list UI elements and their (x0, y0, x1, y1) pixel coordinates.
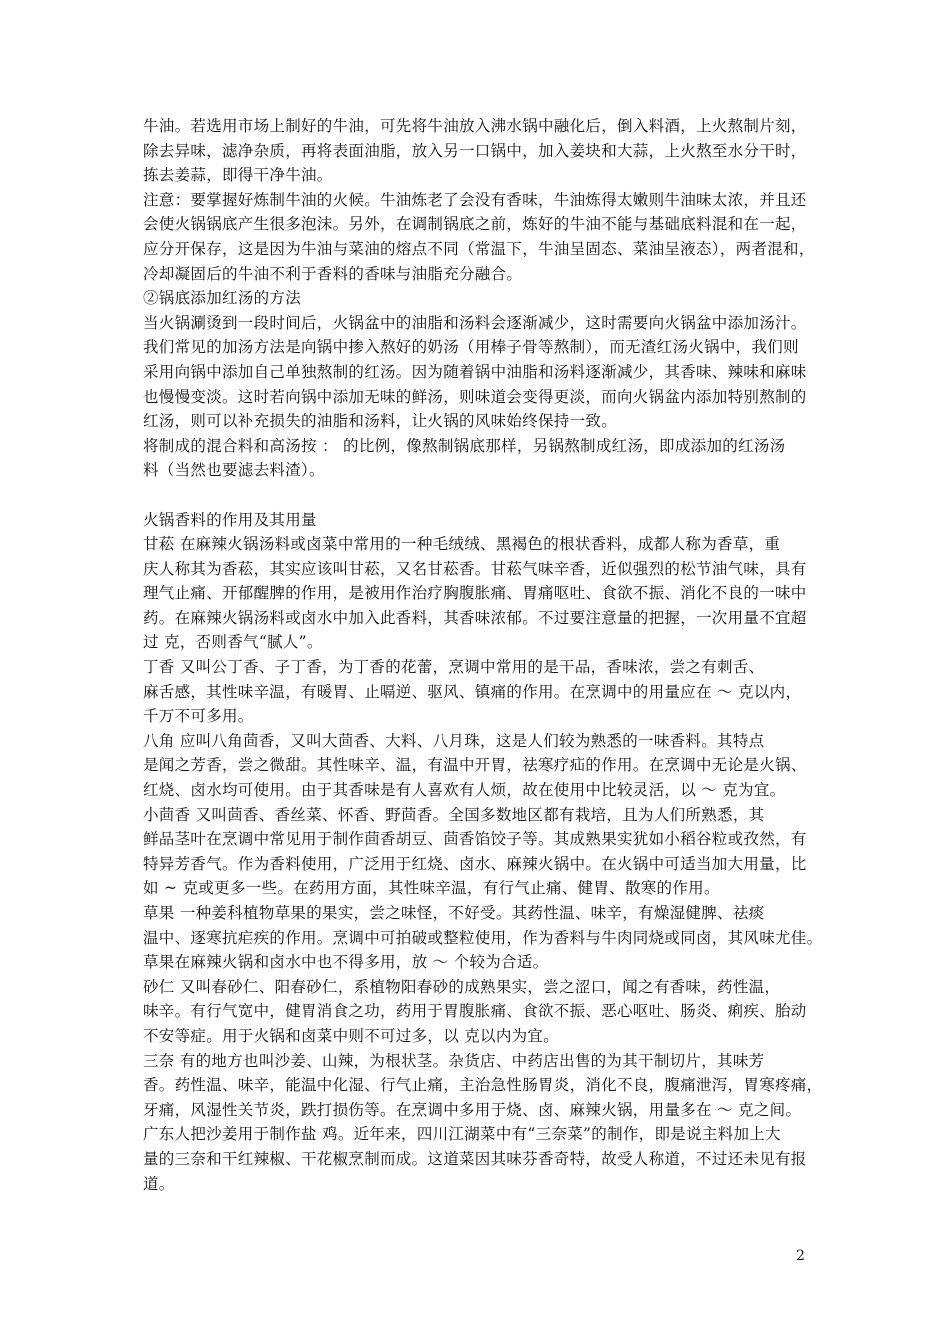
text-line: 也慢慢变淡。这时若向锅中添加无味的鲜汤，则味道会变得更淡，而向火锅盆内添加特别熬制的 (143, 387, 807, 406)
text-line: 小茴香 又叫茴香、香丝菜、怀香、野茴香。全国多数地区都有栽培，且为人们所熟悉，其 (143, 805, 765, 824)
text-line: 冷却凝固后的牛油不利于香料的香味与油脂充分融合。 (143, 264, 523, 283)
text-line: 草果在麻辣火锅和卤水中也不得多用，放 ～ 个较为合适。 (143, 953, 549, 972)
text-line: 牛油。若选用市场上制好的牛油，可先将牛油放入沸水锅中融化后，倒入料酒，上火熬制片刻， (143, 117, 807, 135)
text-line: 甘菘 在麻辣火锅汤料或卤菜中常用的一种毛绒绒、黑褐色的根状香料，成都人称为香草，重 (143, 535, 781, 554)
blank-line (143, 483, 815, 508)
text-line: 味辛。有行气宽中，健胃消食之功，药用于胃腹胀痛、食欲不振、恶心呕吐、肠炎、痢疾、胎动 (143, 1002, 807, 1021)
section-heading: ②锅底添加红汤的方法 (143, 289, 302, 308)
text-line: 红汤，则可以补充损失的油脂和汤料，让火锅的风味始终保持一致。 (143, 412, 618, 431)
text-line: 量的三奈和干红辣椒、干花椒烹制而成。这道菜因其味芬香奇特，故受人称道，不过还未见有报 (143, 1149, 807, 1168)
text-line: 温中、逐寒抗疟疾的作用。烹调中可拍破或整粒使用，作为香料与牛肉同烧或同卤，其风味尤佳。 (143, 928, 823, 947)
text-line: 鲜品茎叶在烹调中常见用于制作茴香胡豆、茴香馅饺子等。其成熟果实犹如小稻谷粒或孜然，有 (143, 830, 807, 849)
text-line: 砂仁 又叫春砂仁、阳春砂仁，系植物阳春砂的成熟果实，尝之涩口，闻之有香味，药性温， (143, 977, 781, 996)
text-line: 广东人把沙姜用于制作盐 鸡。近年来，四川江湖菜中有“三奈菜”的制作，即是说主料加上大 (143, 1125, 781, 1144)
text-line: 香。药性温、味辛，能温中化湿、行气止痛，主治急性肠胃炎，消化不良，腹痛泄泻，胃寒疼痛， (143, 1076, 823, 1095)
text-line: 庆人称其为香菘，其实应该叫甘菘，又名甘菘香。甘菘气味辛香，近似强烈的松节油气味，具有 (143, 559, 807, 578)
section-heading: 火锅香料的作用及其用量 (143, 510, 317, 529)
text-line: 会使火锅锅底产生很多泡沫。另外，在调制锅底之前，炼好的牛油不能与基础底料混和在一起， (143, 215, 807, 234)
text-line: 理气止痛、开郁醒脾的作用，是被用作治疗胸腹胀痛、胃痛呕吐、食欲不振、消化不良的一味中 (143, 584, 807, 603)
text-line: 牙痛，风湿性关节炎，跌打损伤等。在烹调中多用于烧、卤、麻辣火锅，用量多在 ～ 克之间。 (143, 1100, 802, 1119)
document-body (143, 114, 823, 1196)
page-number: 2 (796, 1248, 805, 1264)
text-line: 采用向锅中添加自己单独熬制的红汤。因为随着锅中油脂和汤料逐渐减少，其香味、辣味和麻味 (143, 362, 807, 381)
text-line: 道。 (143, 1174, 175, 1193)
text-line: 八角 应叫八角茴香，又叫大茴香、大料、八月珠，这是人们较为熟悉的一味香料。其特点 (143, 731, 765, 750)
text-line: 应分开保存，这是因为牛油与菜油的熔点不同（常温下，牛油呈固态、菜油呈液态），两者混和， (143, 239, 815, 258)
text-line: 当火锅涮烫到一段时间后，火锅盆中的油脂和汤料会逐渐减少，这时需要向火锅盆中添加汤汁。 (143, 313, 807, 332)
text-line: 如 ~ 克或更多一些。在药用方面，其性味辛温，有行气止痛、健胃、散寒的作用。 (143, 879, 720, 898)
text-line: 丁香 又叫公丁香、子丁香，为丁香的花蕾，烹调中常用的是干品，香味浓，尝之有刺舌、 (143, 658, 765, 677)
text-line: 草果 一种姜科植物草果的果实，尝之味怪，不好受。其药性温、味辛，有燥湿健脾、祛痰 (143, 904, 765, 922)
text-line: 拣去姜蒜，即得干净牛油。 (143, 166, 333, 185)
text-line: 红烧、卤水均可使用。由于其香味是有人喜欢有人烦，故在使用中比较灵活，以 ～ 克为宜。 (143, 781, 786, 800)
text-line: 不安等症。用于火锅和卤菜中则不可过多，以 克以内为宜。 (143, 1026, 560, 1045)
text-line: 麻舌感，其性味辛温，有暖胃、止嗝逆、驱风、镇痛的作用。在烹调中的用量应在 ～ 克以内， (143, 682, 802, 701)
text-line: 将制成的混合料和高汤按 ： 的比例，像熬制锅底那样，另锅熬制成红汤，即成添加的红汤汤 (143, 436, 786, 455)
text-line: 是闻之芳香，尝之微甜。其性味辛、温，有温中开胃，祛寒疗疝的作用。在烹调中无论是火锅、 (143, 756, 807, 775)
text-line: 除去异味，滤净杂质，再将表面油脂，放入另一口锅中，加入姜块和大蒜，上火熬至水分干时， (143, 141, 807, 160)
text-line: 药。在麻辣火锅汤料或卤水中加入此香料，其香味浓郁。不过要注意量的把握，一次用量不宜超 (143, 608, 807, 627)
text-line: 过 克，否则香气“腻人”。 (143, 633, 323, 652)
text-line: 注意：要掌握好炼制牛油的火候。牛油炼老了会没有香味，牛油炼得太嫩则牛油味太浓，并且还 (143, 190, 807, 209)
text-line: 我们常见的加汤方法是向锅中掺入熬好的奶汤（用棒子骨等熬制），而无渣红汤火锅中，我们则 (143, 338, 799, 357)
text-line: 特异芳香气。作为香料使用，广泛用于红烧、卤水、麻辣火锅中。在火锅中可适当加大用量，比 (143, 854, 807, 873)
text-line: 千万不可多用。 (143, 707, 254, 726)
text-line: 三奈 有的地方也叫沙姜、山辣，为根状茎。杂货店、中药店出售的为其干制切片，其味芳 (143, 1051, 765, 1070)
text-line: 料（当然也要滤去料渣）。 (143, 461, 325, 480)
